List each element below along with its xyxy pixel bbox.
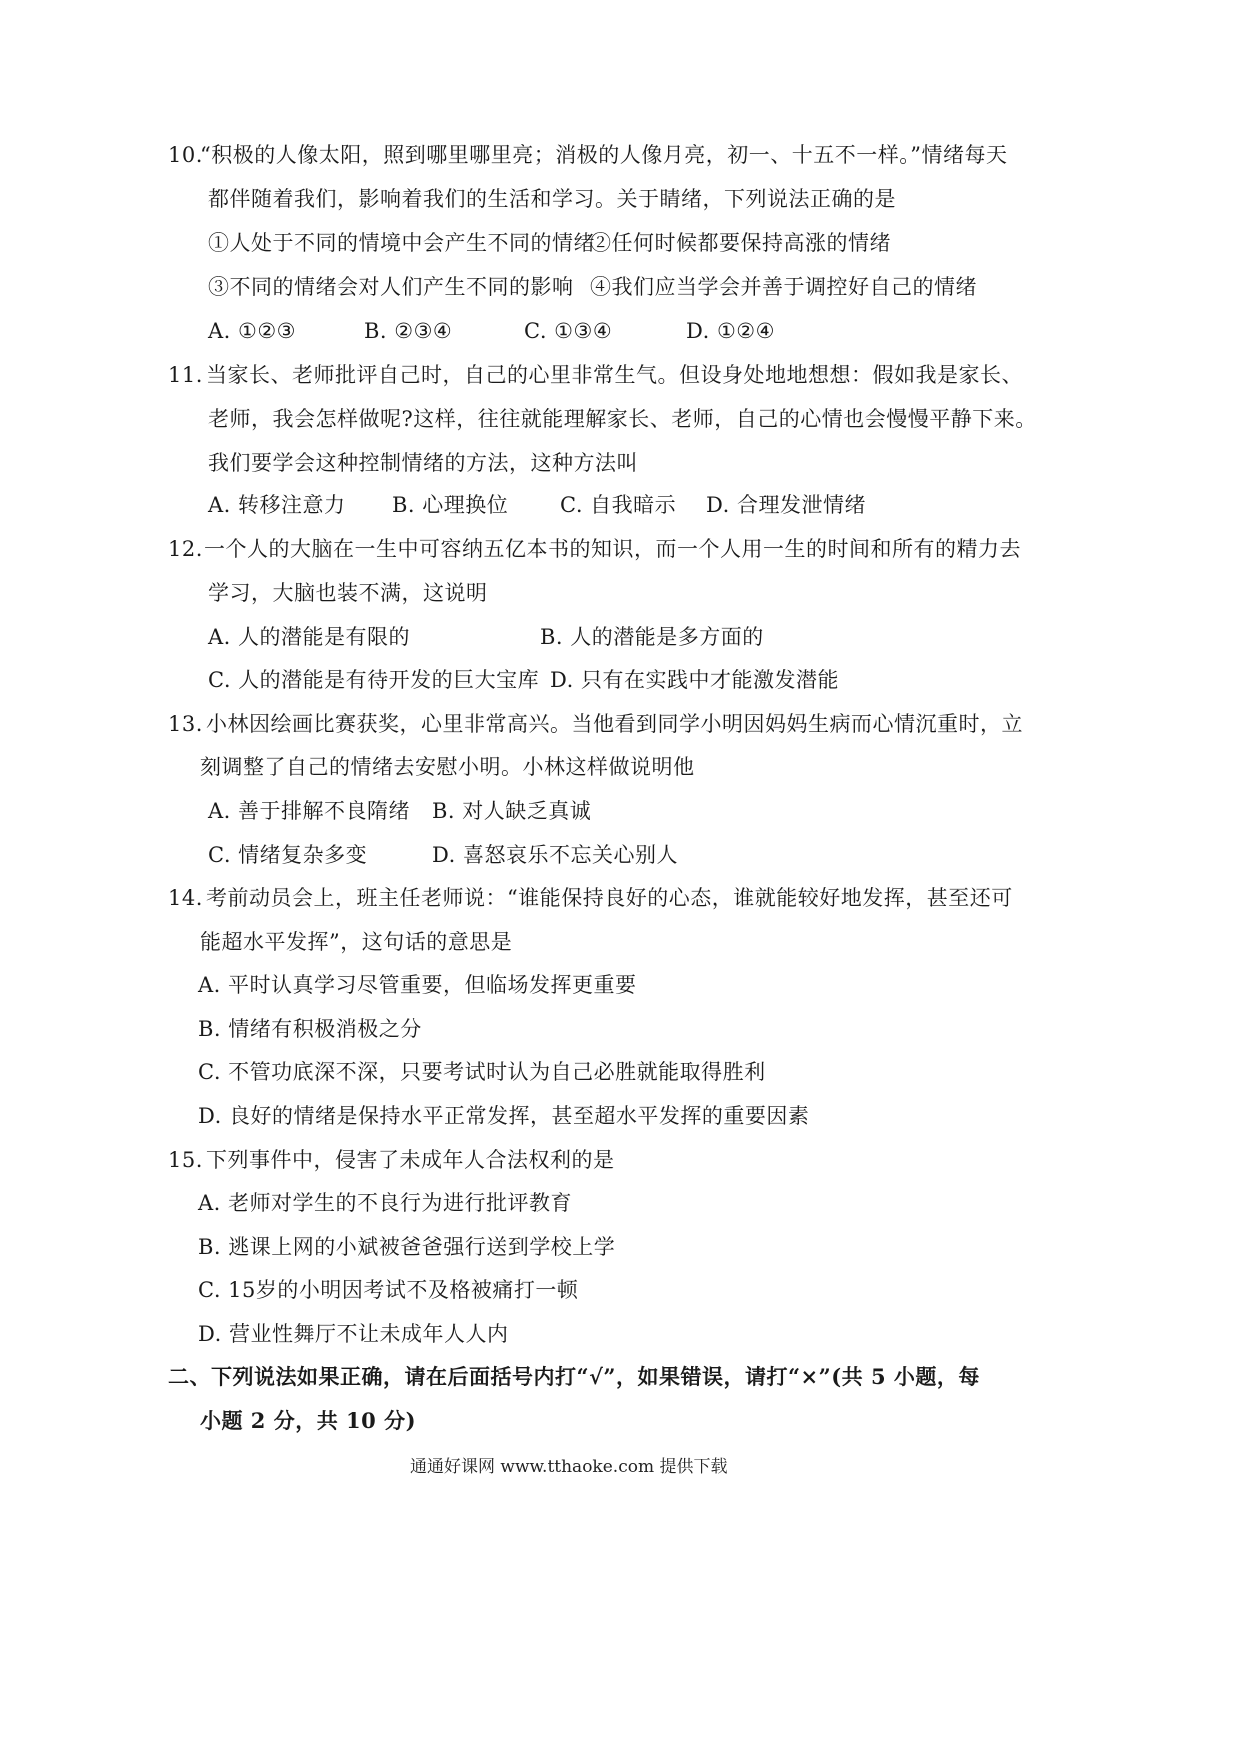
question-number: 10. bbox=[168, 143, 203, 167]
option-b: B. ②③④ bbox=[364, 319, 453, 343]
question-stem-line: 一个人的大脑在一生中可容纳五亿本书的知识，而一个人用一生的时间和所有的精力去 bbox=[204, 537, 1021, 561]
option-b: B. 情绪有积极消极之分 bbox=[198, 1017, 422, 1041]
option-d: D. 只有在实践中才能激发潜能 bbox=[550, 668, 839, 692]
question-number: 12. bbox=[168, 537, 203, 561]
option-a: A. 老师对学生的不良行为进行批评教育 bbox=[198, 1191, 573, 1215]
option-c: C. 人的潜能是有待开发的巨大宝库 bbox=[208, 668, 540, 692]
question-stem-line: 老师，我会怎样做呢?这样，往往就能理解家长、老师，自己的心情也会慢慢平静下来。 bbox=[208, 407, 1037, 431]
statement: ④我们应当学会并善于调控好自己的情绪 bbox=[590, 275, 977, 299]
option-c: C. 自我暗示 bbox=[560, 493, 677, 517]
option-b: B. 人的潜能是多方面的 bbox=[540, 625, 764, 649]
option-c: C. 15岁的小明因考试不及格被痛打一顿 bbox=[198, 1278, 579, 1302]
question-stem-line: 小林因绘画比赛获奖，心里非常高兴。当他看到同学小明因妈妈生病而心情沉重时，立 bbox=[206, 712, 1023, 736]
question-stem-line: 能超水平发挥”，这句话的意思是 bbox=[200, 930, 513, 954]
option-b: B. 心理换位 bbox=[392, 493, 509, 517]
question-number: 14. bbox=[168, 886, 203, 910]
option-a: A. 善于排解不良隋绪 bbox=[208, 799, 411, 823]
question-stem-line: 都伴随着我们，影响着我们的生活和学习。关于睛绪，下列说法正确的是 bbox=[208, 187, 896, 211]
option-b: B. 对人缺乏真诚 bbox=[432, 799, 592, 823]
option-d: D. 合理发泄情绪 bbox=[706, 493, 866, 517]
question-stem-line: 下列事件中，侵害了未成年人合法权利的是 bbox=[206, 1148, 615, 1172]
question-number: 11. bbox=[168, 363, 203, 387]
option-a: A. ①②③ bbox=[208, 319, 296, 343]
question-number: 13. bbox=[168, 712, 203, 736]
section-two-line: 小题 2 分，共 10 分) bbox=[200, 1408, 417, 1433]
question-stem-line: 刻调整了自己的情绪去安慰小明。小林这样做说明他 bbox=[200, 755, 695, 779]
option-a: A. 人的潜能是有限的 bbox=[208, 625, 411, 649]
option-d: D. 营业性舞厅不让未成年人人内 bbox=[198, 1322, 509, 1346]
statement: ③不同的情绪会对人们产生不同的影响 bbox=[208, 275, 574, 299]
question-stem-line: 学习，大脑也装不满，这说明 bbox=[208, 581, 488, 605]
question-stem-line: 当家长、老师批评自己时，自己的心里非常生气。但设身处地地想想：假如我是家长、 bbox=[206, 363, 1023, 387]
option-d: D. 喜怒哀乐不忘关心别人 bbox=[432, 843, 678, 867]
footer-download-note: 通通好课网 www.tthaoke.com 提供下载 bbox=[410, 1457, 728, 1477]
statement: ②任何时候都要保持高涨的情绪 bbox=[590, 231, 891, 255]
section-two-line: 二、下列说法如果正确，请在后面括号内打“√”，如果错误，请打“×”(共 5 小题，每 bbox=[168, 1364, 980, 1389]
question-number: 15. bbox=[168, 1148, 203, 1172]
option-c: C. ①③④ bbox=[524, 319, 613, 343]
option-c: C. 情绪复杂多变 bbox=[208, 843, 368, 867]
option-a: A. 转移注意力 bbox=[208, 493, 346, 517]
question-stem-line: “积极的人像太阳，照到哪里哪里亮；消极的人像月亮，初一、十五不一样。”情绪每天 bbox=[200, 143, 1008, 167]
option-b: B. 逃课上网的小斌被爸爸强行送到学校上学 bbox=[198, 1235, 616, 1259]
option-c: C. 不管功底深不深，只要考试时认为自己必胜就能取得胜利 bbox=[198, 1060, 766, 1084]
statement: ①人处于不同的情境中会产生不同的情绪 bbox=[208, 231, 595, 255]
question-stem-line: 考前动员会上，班主任老师说：“谁能保持良好的心态，谁就能较好地发挥，甚至还可 bbox=[206, 886, 1013, 910]
option-a: A. 平时认真学习尽管重要，但临场发挥更重要 bbox=[198, 973, 637, 997]
question-stem-line: 我们要学会这种控制情绪的方法，这种方法叫 bbox=[208, 451, 638, 475]
option-d: D. ①②④ bbox=[686, 319, 775, 343]
option-d: D. 良好的情绪是保持水平正常发挥，甚至超水平发挥的重要因素 bbox=[198, 1104, 810, 1128]
